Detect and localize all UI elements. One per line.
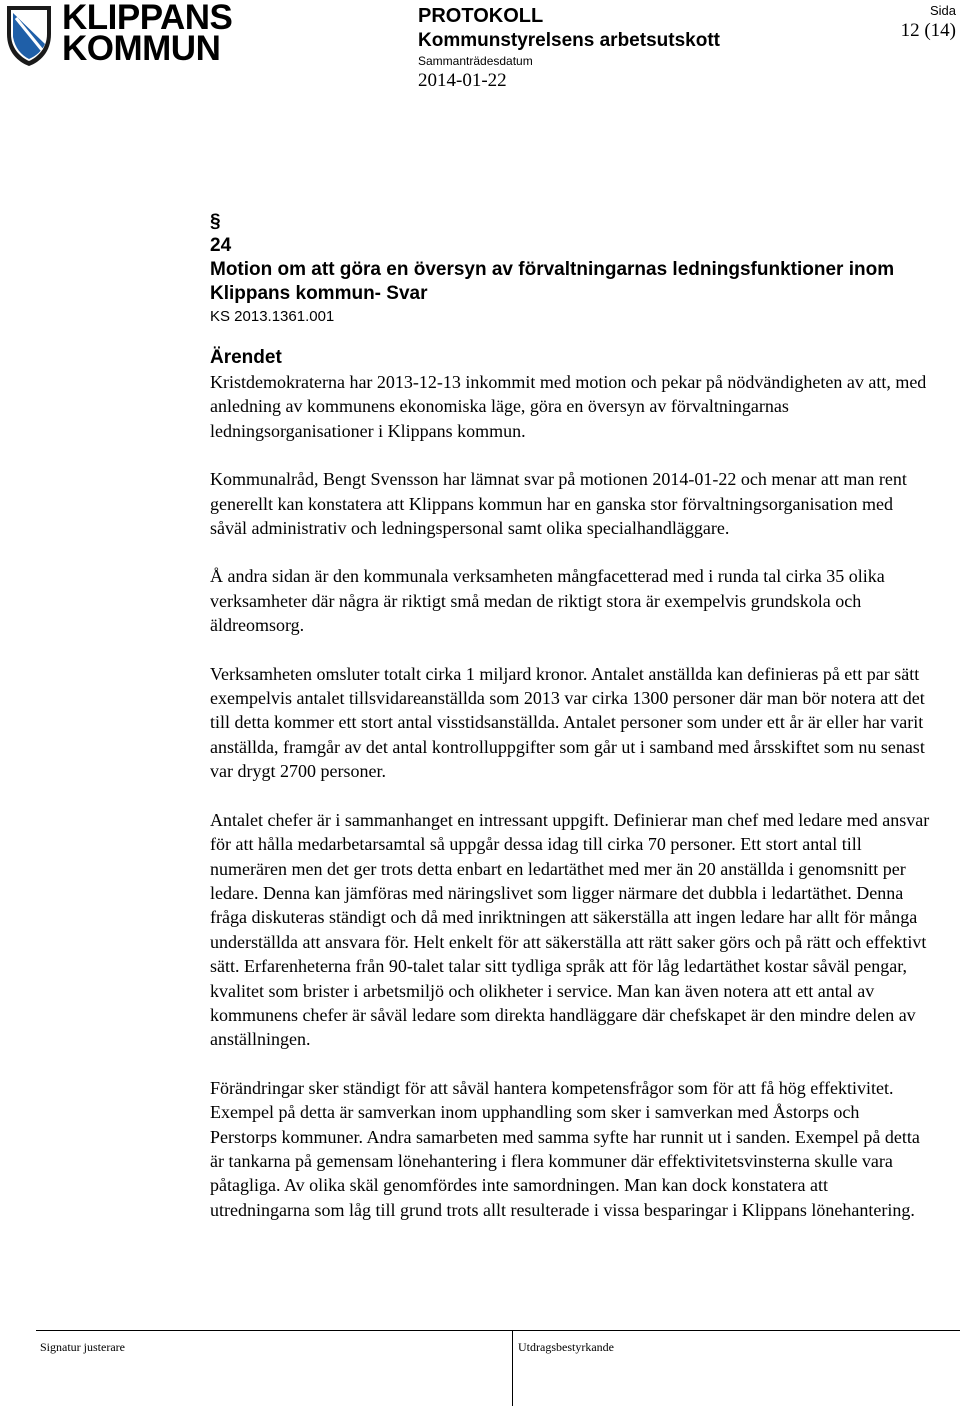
paragraph: Kristdemokraterna har 2013-12-13 inkommit med motion och pekar på nödvändigheten av att, med anledning av kommunens ekonomiska läge, göra en översyn av förvaltningarnas ledningsorganisationer i Klippans kommun. [210, 372, 927, 441]
section-sign: § [210, 211, 221, 232]
logo-line-1: KLIPPANS [62, 0, 233, 37]
footer-divider [512, 1330, 513, 1406]
logo-wordmark [62, 0, 233, 68]
section-title: Motion om att göra en översyn av förvaltningarnas ledningsfunktioner inom Klippans kommun- Svar [210, 259, 895, 304]
committee-name: Kommunstyrelsens arbetsutskott [418, 30, 720, 51]
protocol-header [418, 4, 720, 93]
meeting-date: 2014-01-22 [418, 70, 507, 91]
meeting-date-label: Sammanträdesdatum [418, 54, 533, 68]
matter-heading: Ärendet [210, 347, 282, 368]
signature-label: Signatur justerare [40, 1340, 125, 1354]
section-heading [210, 210, 930, 306]
protocol-content [210, 210, 930, 1222]
case-number: KS 2013.1361.001 [210, 308, 335, 325]
footer-rule [36, 1330, 960, 1331]
signature-footer [36, 1330, 960, 1406]
paragraph: Kommunalråd, Bengt Svensson har lämnat svar på motionen 2014-01-22 och menar att man rent generellt kan konstatera att Klippans kommun har en ganska stor förvaltningsorganisation med såväl administrativ och ledningspersonal samt olika specialhandläggare. [210, 469, 907, 539]
extract-label: Utdragsbestyrkande [518, 1340, 614, 1354]
paragraph: Antalet chefer är i sammanhanget en intressant uppgift. Definierar man chef med ledare med ansvar för att hålla medarbetarsamtal så uppgår dessa idag till cirka 70 personer. Ett stort antal till numerären men det ger trots detta enbart en ledartäthet med mer än 20 anställda i genomsnitt per ledare. Denna kan jämföras med näringslivet som ligger närmare det dubbla i ledartäthet. Denna fråga diskuteras ständigt och då med inriktningen att säkerställa att ingen ledare har allt för många underställda att ansvara för. Helt enkelt för att säkerställa att rätt saker görs och på rätt och effektivt sätt. Erfarenheterna från 90-talet talar sitt tydliga språk att för låg ledartäthet kostar såväl pengar, kvalitet som brister i arbetsmiljö och olikheter i service. Man kan även notera att ett antal av kommunens chefer är såväl ledare som direkta handläggare där chefskapet är den mindre delen av anställningen. [210, 809, 930, 1050]
paragraph: Å andra sidan är den kommunala verksamheten mångfacetterad med i runda tal cirka 35 olika verksamheter där några är riktigt små medan de riktigt stora är exempelvis grundskola och äldreomsorg. [210, 566, 885, 636]
paragraph: Verksamheten omsluter totalt cirka 1 miljard kronor. Antalet anställda kan definieras på ett par sätt exempelvis antalet tillsvidareanställda som 2013 var cirka 1300 personer där man bör notera att det till detta kommer ett stort antal visstidsanställda. Antalet personer som under ett år är eller har varit anställda, framgår av det antal kontrolluppgifter som går ut i samband med årsskiftet som nu senast var drygt 2700 personer. [210, 663, 925, 782]
paragraph: Förändringar sker ständigt för att såväl hantera kompetensfrågor som för att få hög effektivitet. Exempel på detta är samverkan inom upphandling som sker i samverkan med Åstorps och Perstorps kommuner. Andra samarbeten med samma syfte har runnit ut i sanden. Exempel på detta är tankarna på gemensam lönehantering i flera kommuner där effektivitetsvinsterna skulle vara påtagliga. Av olika skäl genomfördes inte samordningen. Man kan dock konstatera att utredningarna som låg till grund trots allt resulterade i vissa besparingar i Klippans lönehantering. [210, 1077, 920, 1220]
logo-line-2: KOMMUN [62, 29, 221, 68]
klippans-logo-icon [4, 4, 54, 68]
section-number: 24 [210, 235, 232, 256]
protocol-title: PROTOKOLL [418, 5, 544, 27]
page-indicator [901, 4, 956, 44]
page-label: Sida [929, 3, 956, 18]
page-number: 12 (14) [900, 20, 956, 41]
